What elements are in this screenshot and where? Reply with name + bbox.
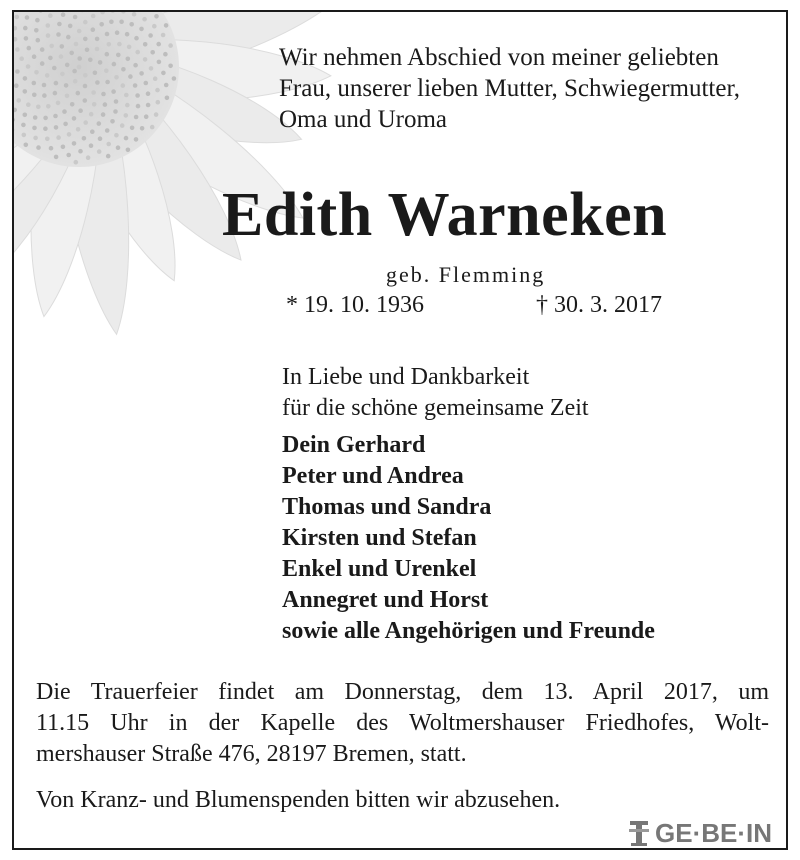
sunflower-seed bbox=[83, 98, 88, 103]
sunflower-seed bbox=[90, 129, 95, 134]
sunflower-seed bbox=[56, 32, 61, 37]
sunflower-seed bbox=[112, 62, 117, 67]
sunflower-seed bbox=[15, 15, 20, 20]
sunflower-seed bbox=[124, 136, 129, 141]
sunflower-seed bbox=[130, 126, 135, 131]
sunflower-seed bbox=[97, 121, 102, 126]
sunflower-seed bbox=[154, 14, 159, 19]
sunflower-seed bbox=[27, 46, 32, 51]
intro-line: Frau, unserer lieben Mutter, Schwiegermutter, bbox=[279, 75, 741, 102]
sunflower-seed bbox=[34, 28, 39, 33]
intro-line: Oma und Uroma bbox=[279, 106, 448, 133]
sunflower-seed bbox=[133, 83, 138, 88]
sunflower-seed bbox=[128, 74, 133, 79]
sunflower-seed bbox=[74, 42, 79, 47]
sunflower-seed bbox=[59, 54, 64, 59]
birth-date: * 19. 10. 1936 bbox=[286, 292, 424, 318]
sunflower-seed bbox=[16, 98, 21, 103]
flower-request-text: Von Kranz- und Blumenspenden bitten wir abzusehen. bbox=[36, 787, 561, 813]
sunflower-seed bbox=[54, 125, 59, 130]
sunflower-seed bbox=[161, 71, 166, 76]
sunflower-seed bbox=[168, 64, 173, 69]
sunflower-seed bbox=[124, 113, 129, 118]
sunflower-seed bbox=[111, 89, 116, 94]
sunflower-seed bbox=[42, 83, 47, 88]
sunflower-seed bbox=[156, 42, 161, 47]
sunflower-seed bbox=[26, 64, 31, 69]
sunflower-seed bbox=[150, 50, 155, 55]
sunflower-seed bbox=[116, 53, 121, 58]
sunflower-seed bbox=[95, 80, 100, 85]
sunflower-seed bbox=[109, 20, 114, 25]
sunflower-seed bbox=[125, 103, 130, 108]
sunflower-seed bbox=[64, 83, 69, 88]
sunflower-seed bbox=[99, 22, 104, 27]
sunflower-seed bbox=[34, 70, 39, 75]
sunflower-seed bbox=[132, 12, 137, 17]
sunflower-seed bbox=[23, 26, 28, 31]
sunflower-seed bbox=[43, 116, 48, 121]
sunflower-seed bbox=[33, 136, 38, 141]
sunflower-seed bbox=[139, 71, 144, 76]
sunflower-seed bbox=[23, 113, 28, 118]
sunflower-seed bbox=[142, 17, 147, 22]
sunflower-seed bbox=[36, 105, 41, 110]
sunflower-seed bbox=[46, 33, 51, 38]
sunflower-seed bbox=[86, 155, 91, 160]
sunflower-seed bbox=[110, 119, 115, 124]
gratitude-text bbox=[282, 362, 589, 424]
service-line: Die Trauerfeier findet am Donnerstag, dem 13. April 2017, um bbox=[36, 679, 769, 705]
sunflower-seed bbox=[40, 47, 45, 52]
sunflower-seed bbox=[106, 142, 111, 147]
sunflower-seed bbox=[139, 27, 144, 32]
gebein-logo-icon bbox=[627, 819, 651, 847]
sunflower-seed bbox=[33, 115, 38, 120]
sunflower-seed bbox=[88, 58, 93, 63]
sunflower-seed bbox=[77, 56, 82, 61]
sunflower-seed bbox=[76, 127, 81, 132]
sunflower-seed bbox=[168, 43, 173, 48]
sunflower-seed bbox=[103, 102, 108, 107]
sunflower-seed bbox=[135, 50, 140, 55]
sunflower-seed bbox=[105, 80, 110, 85]
sunflower-seed bbox=[72, 69, 77, 74]
sunflower-seed bbox=[126, 148, 131, 153]
sunflower-seed bbox=[32, 126, 37, 131]
sunflower-seed bbox=[149, 66, 154, 71]
sunflower-seed bbox=[43, 126, 48, 131]
sunflower-seed bbox=[32, 54, 37, 59]
sunflower-seed bbox=[146, 91, 151, 96]
sunflower-seed bbox=[105, 32, 110, 37]
mourners-list bbox=[282, 430, 655, 647]
sunflower-seed bbox=[40, 61, 45, 66]
sunflower-seed bbox=[133, 63, 138, 68]
service-line: mershauser Straße 476, 28197 Bremen, statt. bbox=[36, 741, 467, 767]
sunflower-seed bbox=[163, 52, 168, 57]
sunflower-seed bbox=[14, 83, 19, 88]
logo-text: GE·BE·IN bbox=[655, 817, 772, 848]
sunflower-seed bbox=[98, 60, 103, 65]
sunflower-seed bbox=[46, 104, 51, 109]
sunflower-seed bbox=[53, 114, 58, 119]
sunflower-seed bbox=[54, 155, 59, 160]
sunflower-seed bbox=[52, 66, 57, 71]
sunflower-seed bbox=[95, 47, 100, 52]
sunflower-seed bbox=[74, 160, 79, 165]
obituary-notice bbox=[12, 10, 788, 850]
sunflower-seed bbox=[83, 73, 88, 78]
sunflower-seed bbox=[78, 149, 83, 154]
sunflower-seed bbox=[23, 89, 28, 94]
sunflower-seed bbox=[153, 76, 158, 81]
death-date: † 30. 3. 2017 bbox=[536, 292, 662, 318]
sunflower-seed bbox=[22, 133, 27, 138]
sunflower-seed bbox=[73, 15, 78, 20]
sunflower-seed bbox=[56, 135, 61, 140]
maiden-name: geb. Flemming bbox=[386, 262, 546, 287]
sunflower-seed bbox=[45, 137, 50, 142]
sunflower-seed bbox=[140, 126, 145, 131]
sunflower-seed bbox=[72, 116, 77, 121]
sunflower-seed bbox=[150, 125, 155, 130]
sunflower-seed bbox=[114, 99, 119, 104]
sunflower-seed bbox=[120, 123, 125, 128]
sunflower-seed bbox=[89, 143, 94, 148]
sunflower-seed bbox=[15, 69, 20, 74]
sunflower-seed bbox=[93, 71, 98, 76]
sunflower-seed bbox=[117, 42, 122, 47]
sunflower-seed bbox=[68, 24, 73, 29]
sunflower-seed bbox=[155, 88, 160, 93]
mourner-entry: Kirsten und Stefan bbox=[282, 525, 477, 551]
sunflower-seed bbox=[67, 132, 72, 137]
sunflower-seed bbox=[65, 63, 70, 68]
sunflower-seed bbox=[107, 42, 112, 47]
sunflower-seed bbox=[48, 56, 53, 61]
sunflower-seed bbox=[125, 32, 130, 37]
sunflower-seed bbox=[83, 120, 88, 125]
sunflower-seed bbox=[73, 79, 78, 84]
sunflower-seed bbox=[15, 47, 20, 52]
sunflower-seed bbox=[156, 100, 161, 105]
sunflower-seed bbox=[91, 90, 96, 95]
sunflower-seed bbox=[106, 154, 111, 159]
sunflower-seed bbox=[36, 38, 41, 43]
sunflower-seed bbox=[146, 103, 151, 108]
sunflower-seed bbox=[113, 109, 118, 114]
sunflower-seed bbox=[116, 145, 121, 150]
mourner-entry: sowie alle Angehörigen und Freunde bbox=[282, 618, 655, 644]
sunflower-seed bbox=[77, 29, 82, 34]
sunflower-seed bbox=[126, 57, 131, 62]
sunflower-seed bbox=[21, 123, 26, 128]
sunflower-seed bbox=[49, 44, 54, 49]
sunflower-seed bbox=[60, 44, 65, 49]
sunflower-seed bbox=[85, 48, 90, 53]
sunflower-seed bbox=[144, 114, 149, 119]
sunflower-seed bbox=[83, 37, 88, 42]
sunflower-seed bbox=[82, 136, 87, 141]
sunflower-seed bbox=[66, 153, 71, 158]
sunflower-seed bbox=[35, 18, 40, 23]
sunflower-seed bbox=[136, 104, 141, 109]
sunflower-seed bbox=[89, 112, 94, 117]
sunflower-seed bbox=[91, 27, 96, 32]
gebein-logo bbox=[627, 818, 772, 848]
sunflower-seed bbox=[98, 136, 103, 141]
sunflower-seed bbox=[24, 143, 29, 148]
sunflower-seed bbox=[105, 52, 110, 57]
mourner-entry: Enkel und Urenkel bbox=[282, 556, 477, 582]
sunflower-seed bbox=[72, 141, 77, 146]
deceased-name: Edith Warneken bbox=[222, 181, 668, 249]
sunflower-seed bbox=[121, 67, 126, 72]
sunflower-seed bbox=[152, 24, 157, 29]
sunflower-seed bbox=[164, 83, 169, 88]
sunflower-seed bbox=[42, 93, 47, 98]
sunflower-seed bbox=[119, 20, 124, 25]
mourner-entry: Thomas und Sandra bbox=[282, 494, 492, 520]
sunflower-seed bbox=[114, 133, 119, 138]
sunflower-seed bbox=[49, 146, 54, 151]
sunflower-seed bbox=[57, 22, 62, 27]
mourner-entry: Dein Gerhard bbox=[282, 432, 426, 458]
sunflower-seed bbox=[48, 13, 53, 18]
sunflower-seed bbox=[161, 33, 166, 38]
mourner-entry: Annegret und Horst bbox=[282, 587, 489, 613]
sunflower-seed bbox=[104, 68, 109, 73]
sunflower-seed bbox=[105, 128, 110, 133]
sunflower-seed bbox=[121, 83, 126, 88]
sunflower-seed bbox=[95, 37, 100, 42]
sunflower-seed bbox=[127, 45, 132, 50]
sunflower-seed bbox=[45, 73, 50, 78]
sunflower-seed bbox=[83, 84, 88, 89]
sunflower-seed bbox=[164, 23, 169, 28]
sunflower-seed bbox=[70, 102, 75, 107]
sunflower-seed bbox=[24, 36, 29, 41]
sunflower-seed bbox=[56, 101, 61, 106]
sunflower-seed bbox=[61, 145, 66, 150]
sunflower-seed bbox=[19, 56, 24, 61]
sunflower-seed bbox=[101, 92, 106, 97]
sunflower-seed bbox=[63, 122, 68, 127]
sunflower-seed bbox=[54, 81, 59, 86]
gratitude-line: für die schöne gemeinsame Zeit bbox=[282, 395, 589, 421]
sunflower-seed bbox=[62, 109, 67, 114]
sunflower-seed bbox=[65, 94, 70, 99]
sunflower-seed bbox=[32, 93, 37, 98]
sunflower-seed bbox=[61, 12, 66, 17]
sunflower-seed bbox=[78, 108, 83, 113]
sunflower-seed bbox=[157, 60, 162, 65]
sunflower-seed bbox=[53, 91, 58, 96]
intro-text bbox=[279, 42, 779, 135]
sunflower-seed bbox=[148, 33, 153, 38]
sunflower-seed bbox=[172, 76, 177, 81]
sunflower-seed bbox=[36, 145, 41, 150]
sunflower-seed bbox=[26, 102, 31, 107]
sunflower-seed bbox=[32, 81, 37, 86]
sunflower-seed bbox=[115, 30, 120, 35]
mourner-entry: Peter und Andrea bbox=[282, 463, 464, 489]
sunflower-seed bbox=[69, 51, 74, 56]
sunflower-seed bbox=[134, 115, 139, 120]
sunflower-seed bbox=[66, 35, 71, 40]
sunflower-seed bbox=[92, 102, 97, 107]
sunflower-seed bbox=[165, 96, 170, 101]
sunflower-seed bbox=[23, 76, 28, 81]
intro-line: Wir nehmen Abschied von meiner geliebten bbox=[279, 44, 719, 71]
sunflower-seed bbox=[144, 81, 149, 86]
sunflower-seed bbox=[101, 112, 106, 117]
sunflower-seed bbox=[60, 72, 65, 77]
sunflower-seed bbox=[77, 65, 82, 70]
funeral-service-text bbox=[36, 677, 769, 770]
sunflower-seed bbox=[114, 75, 119, 80]
sunflower-seed bbox=[91, 14, 96, 19]
sunflower-seed bbox=[134, 36, 139, 41]
sunflower-seed bbox=[143, 42, 148, 47]
sunflower-seed bbox=[97, 149, 102, 154]
sunflower-seed bbox=[134, 137, 139, 142]
sunflower-seed bbox=[46, 23, 51, 28]
sunflower-seed bbox=[143, 57, 148, 62]
sunflower-seed bbox=[154, 112, 159, 117]
sunflower-seed bbox=[129, 22, 134, 27]
sunflower-seed bbox=[124, 93, 129, 98]
sunflower-seed bbox=[83, 20, 88, 25]
sunflower-seed bbox=[135, 93, 140, 98]
service-line: 11.15 Uhr in der Kapelle des Woltmershauser Friedhofes, Wolt- bbox=[36, 710, 769, 736]
sunflower-seed bbox=[76, 91, 81, 96]
gratitude-line: In Liebe und Dankbarkeit bbox=[282, 364, 530, 390]
sunflower-seed bbox=[25, 15, 30, 20]
